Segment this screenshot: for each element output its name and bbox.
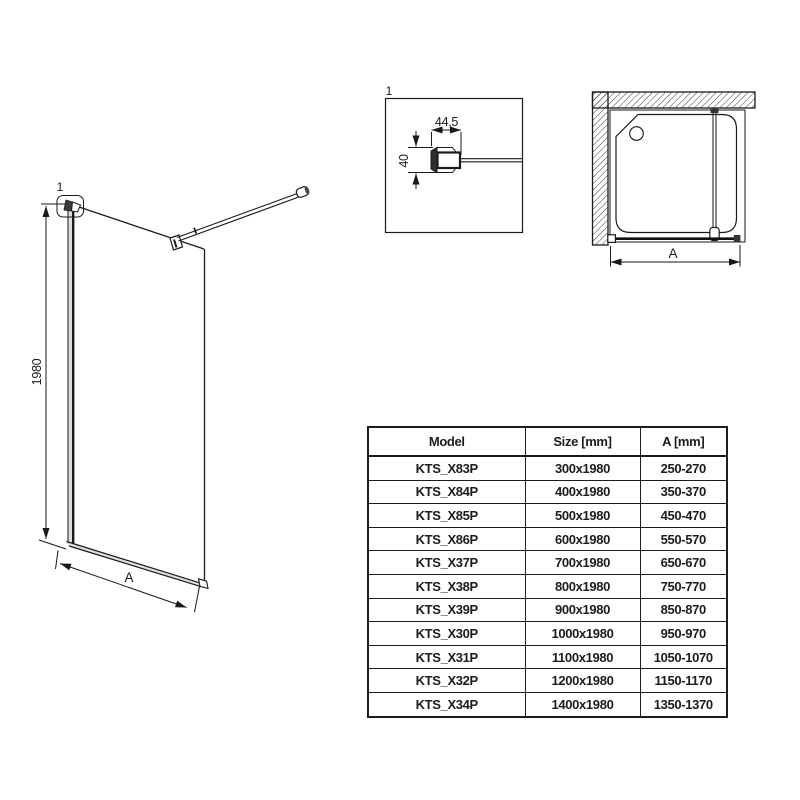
extension-line-left <box>56 551 59 570</box>
plan-width-label: A <box>668 246 678 261</box>
cell-model: KTS_X86P <box>368 527 525 551</box>
plan-view-drawing <box>585 85 765 275</box>
tray-outline <box>616 115 737 233</box>
table-row <box>368 622 727 646</box>
table-row <box>368 480 727 504</box>
table-row <box>368 645 727 669</box>
cell-size: 400x1980 <box>525 480 640 504</box>
cell-a: 1050-1070 <box>640 645 727 669</box>
plan-view <box>585 85 765 275</box>
wall-plate <box>431 148 437 173</box>
side-view-drawing <box>25 178 325 618</box>
height-dimension-label: 1980 <box>30 358 44 386</box>
cell-size: 700x1980 <box>525 551 640 575</box>
header-model: Model <box>368 427 525 456</box>
cell-model: KTS_X39P <box>368 598 525 622</box>
table-row <box>368 574 727 598</box>
spec-table-container <box>367 426 728 718</box>
header-size: Size [mm] <box>525 427 640 456</box>
table-row <box>368 692 727 716</box>
support-bar-tube-bottom <box>179 196 302 241</box>
glass-top-edge <box>76 206 204 249</box>
cell-size: 1000x1980 <box>525 622 640 646</box>
cell-model: KTS_X37P <box>368 551 525 575</box>
cell-a: 950-970 <box>640 622 727 646</box>
table-row <box>368 669 727 693</box>
bottom-rail-bottom-line <box>69 546 201 587</box>
cell-model: KTS_X30P <box>368 622 525 646</box>
bar-wall-mount <box>711 108 719 114</box>
glass-panel <box>67 204 209 588</box>
cell-size: 1200x1980 <box>525 669 640 693</box>
top-wall-bracket <box>64 200 81 212</box>
cell-a: 450-470 <box>640 504 727 528</box>
spec-table <box>367 426 728 718</box>
extension-line-bottom <box>39 540 66 549</box>
cell-model: KTS_X83P <box>368 456 525 480</box>
cell-size: 800x1980 <box>525 574 640 598</box>
bottom-rail-end-cap <box>199 579 209 589</box>
wall-profile-plan <box>608 235 616 243</box>
cell-model: KTS_X38P <box>368 574 525 598</box>
support-bar-ferrule <box>194 228 196 234</box>
shower-tray <box>616 115 737 233</box>
glass-end-cap-plan <box>734 235 741 242</box>
table-row <box>368 598 727 622</box>
table-row <box>368 456 727 480</box>
cell-model: KTS_X34P <box>368 692 525 716</box>
support-bar <box>170 186 310 250</box>
cell-size: 600x1980 <box>525 527 640 551</box>
cell-a: 850-870 <box>640 598 727 622</box>
profile-width-label: 44,5 <box>434 115 459 129</box>
cell-model: KTS_X84P <box>368 480 525 504</box>
top-wall <box>593 92 756 108</box>
table-header-row <box>368 427 727 456</box>
table-row <box>368 551 727 575</box>
support-bar-glass-clamp <box>170 235 183 250</box>
detail-callout-number: 1 <box>56 180 64 194</box>
cell-size: 500x1980 <box>525 504 640 528</box>
table-row <box>368 504 727 528</box>
cell-a: 650-670 <box>640 551 727 575</box>
dimension-line-A <box>60 564 187 608</box>
cell-a: 250-270 <box>640 456 727 480</box>
cell-a: 1150-1170 <box>640 669 727 693</box>
cell-size: 1100x1980 <box>525 645 640 669</box>
wall-profile-section <box>431 148 523 173</box>
cell-a: 1350-1370 <box>640 692 727 716</box>
profile-top-chamfer <box>453 148 457 153</box>
cell-model: KTS_X31P <box>368 645 525 669</box>
header-a: A [mm] <box>640 427 727 456</box>
extension-line-right <box>195 587 200 613</box>
cell-a: 350-370 <box>640 480 727 504</box>
width-dimension-label: A <box>124 570 134 585</box>
detail-callout-number: 1 <box>385 84 393 98</box>
glass-clamp-body <box>438 153 461 169</box>
cell-size: 900x1980 <box>525 598 640 622</box>
cell-model: KTS_X85P <box>368 504 525 528</box>
left-wall <box>593 92 609 245</box>
cell-size: 300x1980 <box>525 456 640 480</box>
cell-size: 1400x1980 <box>525 692 640 716</box>
cell-model: KTS_X32P <box>368 669 525 693</box>
cell-a: 750-770 <box>640 574 727 598</box>
wall-bracket-body <box>72 202 81 212</box>
table-row <box>368 527 727 551</box>
detail-view <box>378 80 533 242</box>
detail-view-drawing <box>378 80 533 242</box>
profile-depth-label: 40 <box>397 154 411 168</box>
cell-a: 550-570 <box>640 527 727 551</box>
side-view <box>25 178 325 618</box>
